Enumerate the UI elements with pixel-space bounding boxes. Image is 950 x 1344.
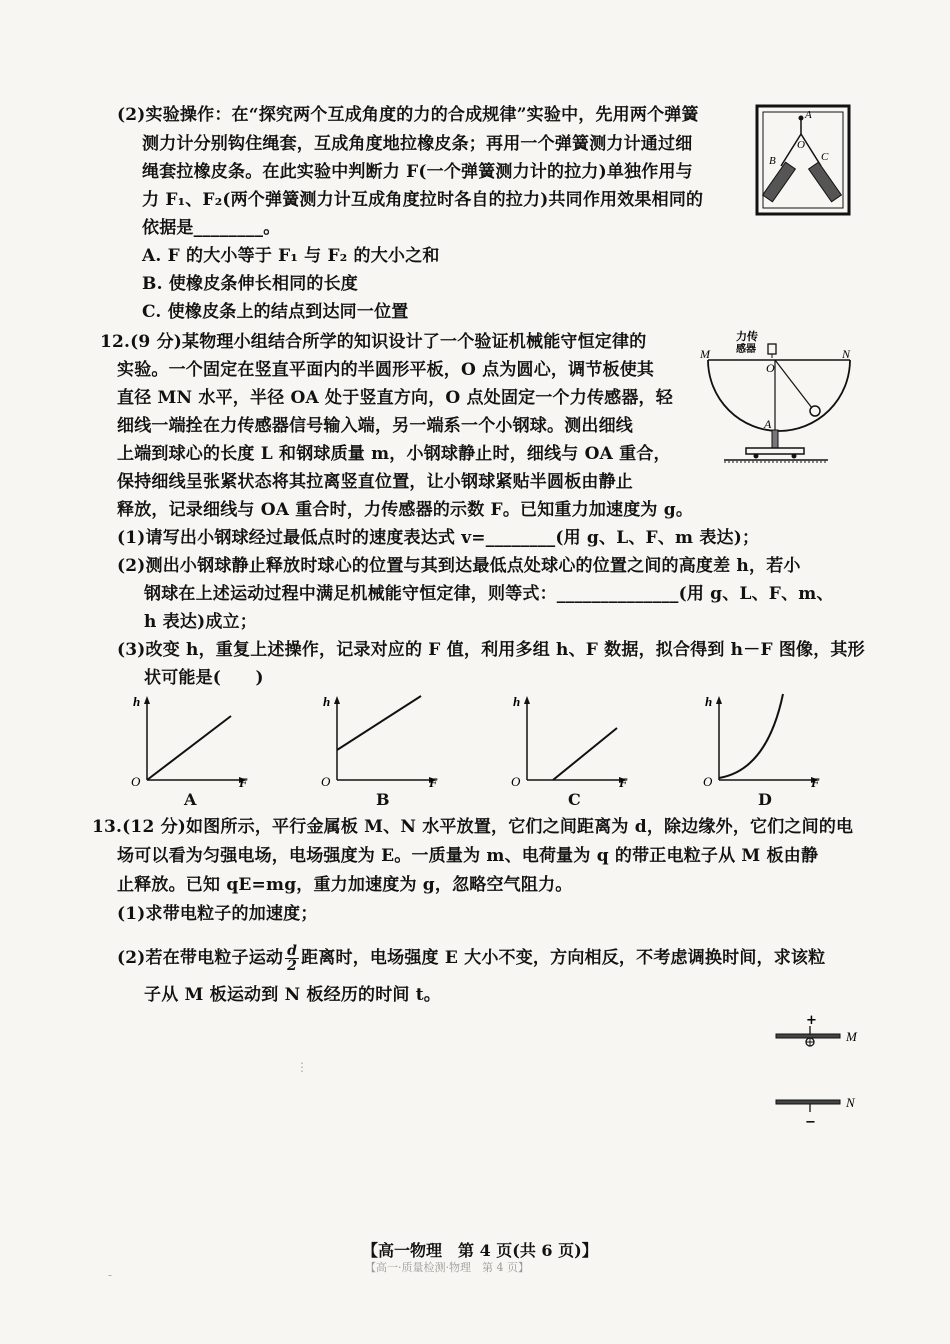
fraction-numerator: d bbox=[287, 943, 298, 959]
label-n: N bbox=[842, 347, 851, 361]
scan-mark: - bbox=[108, 1268, 113, 1282]
origin-label: O bbox=[511, 774, 521, 789]
plus-sign: + bbox=[806, 1013, 817, 1028]
q12-sub-2-line-3: h 表达)成立； bbox=[144, 612, 257, 632]
plate-m-label: M bbox=[846, 1029, 857, 1044]
q13-line-2: 场可以看为匀强电场，电场强度为 E。一质量为 m、电荷量为 q 的带正电粒子从 M 板由静 bbox=[117, 846, 819, 866]
q11-line-1: (2)实验操作：在“探究两个互成角度的力的合成规律”实验中，先用两个弹簧 bbox=[117, 105, 699, 125]
q12-line-4: 细线一端拴在力传感器信号输入端，另一端系一个小钢球。测出细线 bbox=[117, 416, 633, 436]
axis-x-label: F bbox=[811, 775, 820, 790]
q12-line-6: 保持细线呈张紧状态将其拉离竖直位置，让小钢球紧贴半圆板由静止 bbox=[117, 472, 633, 492]
q12-sub-2-line-1: (2)测出小钢球静止释放时球心的位置与其到达最低点处球心的位置之间的高度差 h，若小 bbox=[117, 556, 801, 576]
graph-a bbox=[125, 690, 257, 790]
q12-sub-3-line-1: (3)改变 h，重复上述操作，记录对应的 F 值，利用多组 h、F 数据，拟合得到 h－F 图像，其形 bbox=[117, 640, 865, 660]
label-o: O bbox=[797, 139, 805, 151]
graph-a-label: A bbox=[184, 790, 197, 809]
page-footer-sub: 【高一·质量检测·物理 第 4 页】 bbox=[365, 1261, 529, 1274]
q13-sub-2-pre: (2)若在带电粒子运动 bbox=[117, 948, 284, 968]
graph-c bbox=[505, 690, 637, 790]
spring-scale-figure bbox=[755, 104, 851, 216]
origin-label: O bbox=[321, 774, 331, 789]
label-m: M bbox=[700, 347, 710, 361]
axis-y-label: h bbox=[705, 694, 713, 709]
q13-sub-2-line-1 bbox=[117, 944, 825, 973]
sensor-label-1: 力传 bbox=[736, 330, 758, 343]
graph-d-label: D bbox=[758, 790, 772, 809]
plate-n-label: N bbox=[846, 1095, 855, 1110]
origin-label: O bbox=[131, 774, 141, 789]
q11-line-4: 力 F₁、F₂(两个弹簧测力计互成角度拉时各自的拉力)共同作用效果相同的 bbox=[142, 190, 704, 210]
page-footer: 【高一物理 第 4 页(共 6 页)】 bbox=[362, 1241, 598, 1260]
q11-line-3: 绳套拉橡皮条。在此实验中判断力 F(一个弹簧测力计的拉力)单独作用与 bbox=[142, 162, 693, 182]
q12-sub-1: (1)请写出小钢球经过最低点时的速度表达式 v=________(用 g、L、F、m 表达)； bbox=[117, 528, 760, 548]
fraction-d-over-2 bbox=[285, 944, 299, 973]
q12-line-5: 上端到球心的长度 L 和钢球质量 m，小钢球静止时，细线与 OA 重合， bbox=[117, 444, 671, 464]
graph-c-label: C bbox=[568, 790, 581, 809]
graph-b-label: B bbox=[376, 790, 390, 809]
axis-y-label: h bbox=[513, 694, 521, 709]
q11-option-a: A. F 的大小等于 F₁ 与 F₂ 的大小之和 bbox=[142, 246, 440, 266]
label-a: A bbox=[764, 417, 772, 431]
q12-sub-3-line-2: 状可能是( ) bbox=[144, 668, 264, 688]
graph-b bbox=[315, 690, 447, 790]
q12-line-1: 12.(9 分)某物理小组结合所学的知识设计了一个验证机械能守恒定律的 bbox=[100, 332, 647, 352]
graph-d bbox=[697, 690, 829, 790]
q12-line-3: 直径 MN 水平，半径 OA 处于竖直方向，O 点处固定一个力传感器，轻 bbox=[117, 388, 673, 408]
q11-line-5: 依据是________。 bbox=[142, 218, 281, 238]
scan-mark: ⋮ bbox=[296, 1060, 308, 1074]
q12-line-2: 实验。一个固定在竖直平面内的半圆形平板，O 点为圆心，调节板使其 bbox=[117, 360, 655, 380]
label-b: B bbox=[769, 155, 776, 167]
axis-x-label: F bbox=[429, 775, 438, 790]
q11-option-c: C. 使橡皮条上的结点到达同一位置 bbox=[142, 302, 409, 322]
sensor-label-2: 感器 bbox=[736, 344, 756, 355]
semicircle-apparatus-figure bbox=[700, 326, 860, 476]
fraction-denominator: 2 bbox=[287, 958, 298, 974]
q12-line-7: 释放，记录细线与 OA 重合时，力传感器的示数 F。已知重力加速度为 g。 bbox=[117, 500, 694, 520]
axis-y-label: h bbox=[323, 694, 331, 709]
q13-line-1: 13.(12 分)如图所示，平行金属板 M、N 水平放置，它们之间距离为 d，除边缘外，它们之间的电 bbox=[92, 817, 854, 837]
label-a: A bbox=[805, 109, 812, 121]
q13-sub-2-post: 距离时，电场强度 E 大小不变，方向相反，不考虑调换时间，求该粒 bbox=[301, 948, 826, 968]
q13-sub-1: (1)求带电粒子的加速度； bbox=[117, 904, 318, 924]
minus-sign: − bbox=[805, 1115, 816, 1130]
label-c: C bbox=[821, 151, 829, 163]
q12-sub-2-line-2: 钢球在上述运动过程中满足机械能守恒定律，则等式：______________(用 g、L、F、m、 bbox=[144, 584, 834, 604]
q13-line-3: 止释放。已知 qE=mg，重力加速度为 g，忽略空气阻力。 bbox=[117, 875, 573, 895]
q13-sub-2-line-2: 子从 M 板运动到 N 板经历的时间 t。 bbox=[144, 985, 442, 1005]
axis-x-label: F bbox=[619, 775, 628, 790]
label-o: O bbox=[766, 361, 775, 375]
q11-option-b: B. 使橡皮条伸长相同的长度 bbox=[142, 274, 359, 294]
parallel-plates-figure bbox=[770, 1008, 870, 1133]
origin-label: O bbox=[703, 774, 713, 789]
axis-y-label: h bbox=[133, 694, 141, 709]
axis-x-label: F bbox=[239, 775, 248, 790]
q11-line-2: 测力计分别钩住绳套，互成角度地拉橡皮条；再用一个弹簧测力计通过细 bbox=[142, 134, 693, 154]
